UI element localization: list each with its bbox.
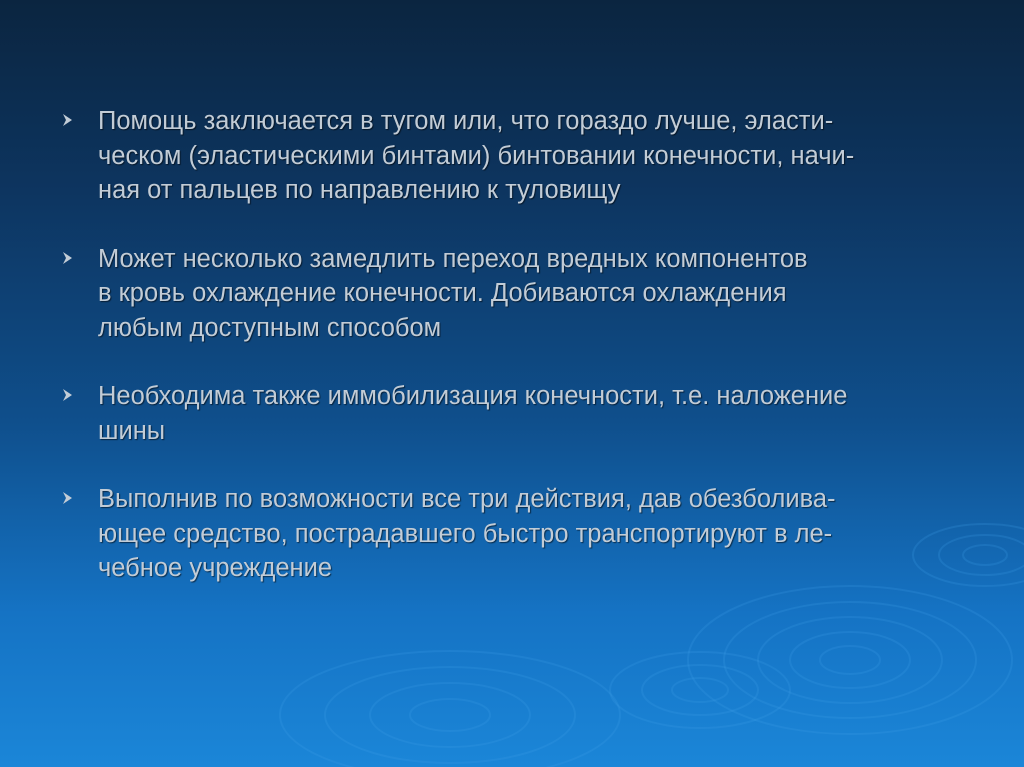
bullet-line: Необходима также иммобилизация конечности, т.е. наложение (98, 382, 848, 410)
bullet-item (62, 482, 966, 586)
bullet-list (62, 104, 966, 620)
bullet-line: ная от пальцев по направлению к туловищу (98, 176, 621, 204)
bullet-line: ющее средство, пострадавшего быстро транспортируют в ле- (98, 519, 833, 548)
bullet-line: ческом (эластическими бинтами) бинтовании конечности, начи- (98, 141, 855, 170)
bullet-line: Помощь заключается в тугом или, что гораздо лучше, эласти- (98, 107, 834, 135)
bullet-line: шины (98, 416, 166, 445)
chevron-right-icon (62, 491, 74, 505)
bullet-item (62, 379, 966, 448)
bullet-line: любым доступным способом (98, 313, 442, 342)
bullet-item (62, 104, 966, 208)
bullet-text (98, 104, 966, 208)
chevron-right-icon (62, 251, 74, 265)
bullet-line: чебное учреждение (98, 554, 333, 582)
bullet-text (98, 379, 966, 448)
chevron-right-icon (62, 113, 74, 127)
chevron-right-icon (62, 388, 74, 402)
bullet-line: Выполнив по возможности все три действия, дав обезболива- (98, 485, 836, 513)
bullet-item (62, 242, 966, 346)
bullet-line: Может несколько замедлить переход вредных компонентов (98, 244, 808, 273)
bullet-text (98, 482, 966, 586)
bullet-line: в кровь охлаждение конечности. Добиваются охлаждения (98, 279, 787, 307)
bullet-text (98, 242, 966, 346)
